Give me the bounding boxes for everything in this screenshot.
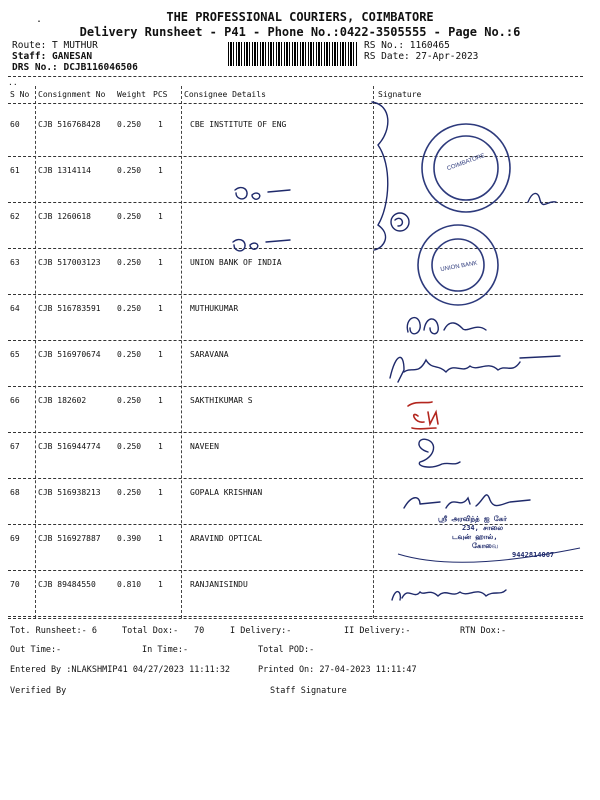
row-pcs: 1 (158, 488, 163, 497)
entered-by: Entered By :NLAKSHMIP41 04/27/2023 11:11:32 (10, 665, 231, 675)
row-sno: 63 (10, 258, 20, 267)
ii-delivery: II Delivery:- (344, 626, 411, 636)
row-weight: 0.250 (117, 258, 142, 267)
row-sno: 61 (10, 166, 20, 175)
row-consignment-no: CJB 1314114 (38, 166, 91, 175)
row-sno: 62 (10, 212, 20, 221)
shop-stamp-line: 9442814067 (512, 551, 555, 559)
row-weight: 0.250 (117, 212, 142, 221)
row-pcs: 1 (158, 166, 163, 175)
row-weight: 0.250 (117, 396, 142, 405)
header-dot: . (36, 14, 43, 25)
col-header-sno: S No (10, 90, 30, 99)
row-consignment-no: CJB 182602 (38, 396, 87, 405)
row-consignee: UNION BANK OF INDIA (190, 258, 282, 267)
rs-number: RS No.: 1160465 (364, 40, 450, 51)
rs-date: RS Date: 27-Apr-2023 (364, 51, 479, 62)
out-time: Out Time:- (10, 645, 62, 655)
company-title: THE PROFESSIONAL COURIERS, COIMBATORE (166, 10, 434, 24)
row-consignee: ARAVIND OPTICAL (190, 534, 263, 543)
row-pcs: 1 (158, 580, 163, 589)
route-label: Route: T MUTHUR (12, 40, 98, 51)
row-sno: 69 (10, 534, 20, 543)
row-consignee: RANJANISINDU (190, 580, 248, 589)
tick-marks: .. (8, 78, 18, 87)
row-sno: 60 (10, 120, 20, 129)
row-consignment-no: CJB 516970674 (38, 350, 101, 359)
row-consignee: SAKTHIKUMAR S (190, 396, 253, 405)
verified-by: Verified By (10, 686, 67, 696)
drs-number: DRS No.: DCJB116046506 (12, 62, 138, 73)
row-pcs: 1 (158, 304, 163, 313)
divider-footer (8, 618, 583, 619)
col-header-consignment: Consignment No (38, 90, 106, 99)
row-consignment-no: CJB 516783591 (38, 304, 101, 313)
svg-text:COIMBATORE: COIMBATORE (446, 153, 486, 173)
col-header-weight: Weight (117, 90, 146, 99)
i-delivery: I Delivery:- (230, 626, 292, 636)
row-sno: 68 (10, 488, 20, 497)
row-weight: 0.250 (117, 120, 142, 129)
total-dox-value: 70 (194, 626, 205, 636)
staff-label: Staff: GANESAN (12, 51, 93, 62)
shop-stamp-line: 234, சாலை (462, 524, 504, 532)
shop-stamp-line: டவுன் ஹால், (452, 533, 498, 541)
col-header-pcs: PCS (153, 90, 168, 99)
row-pcs: 1 (158, 258, 163, 267)
row-consignee: SARAVANA (190, 350, 229, 359)
row-weight: 0.250 (117, 304, 142, 313)
runsheet-subtitle: Delivery Runsheet - P41 - Phone No.:0422-3505555 - Page No.:6 (79, 25, 521, 39)
row-consignment-no: CJB 517003123 (38, 258, 101, 267)
svg-text:UNION BANK: UNION BANK (440, 260, 478, 274)
row-pcs: 1 (158, 534, 163, 543)
row-sno: 67 (10, 442, 20, 451)
row-weight: 0.810 (117, 580, 142, 589)
row-consignee: GOPALA KRISHNAN (190, 488, 263, 497)
row-consignment-no: CJB 516944774 (38, 442, 101, 451)
row-sno: 64 (10, 304, 20, 313)
total-dox-label: Total Dox:- (122, 626, 179, 636)
rtn-dox: RTN Dox:- (460, 626, 507, 636)
row-weight: 0.250 (117, 488, 142, 497)
in-time: In Time:- (142, 645, 189, 655)
row-sno: 65 (10, 350, 20, 359)
col-header-signature: Signature (378, 90, 422, 99)
row-consignee: CBE INSTITUTE OF ENG (190, 120, 287, 129)
row-consignment-no: CJB 516938213 (38, 488, 101, 497)
staff-signature: Staff Signature (270, 686, 347, 696)
total-pod: Total POD:- (258, 645, 315, 655)
col-header-consignee: Consignee Details (184, 90, 266, 99)
row-pcs: 1 (158, 120, 163, 129)
shop-stamp-line: கோவை (472, 542, 499, 550)
shop-stamp-line: ஸ்ரீ அரவிந்த் ஐ கேர் (438, 515, 507, 523)
row-weight: 0.250 (117, 350, 142, 359)
row-sno: 66 (10, 396, 20, 405)
row-consignee: MUTHUKUMAR (190, 304, 239, 313)
row-weight: 0.390 (117, 534, 142, 543)
row-consignment-no: CJB 1260618 (38, 212, 91, 221)
shop-stamp (432, 515, 554, 560)
tot-runsheet: Tot. Runsheet:- 6 (10, 626, 97, 636)
row-consignment-no: CJB 89484550 (38, 580, 96, 589)
printed-on: Printed On: 27-04-2023 11:11:47 (258, 665, 417, 675)
row-weight: 0.250 (117, 166, 142, 175)
row-consignment-no: CJB 516927887 (38, 534, 101, 543)
row-pcs: 1 (158, 442, 163, 451)
row-consignment-no: CJB 516768428 (38, 120, 101, 129)
row-weight: 0.250 (117, 442, 142, 451)
row-pcs: 1 (158, 396, 163, 405)
row-sno: 70 (10, 580, 20, 589)
row-pcs: 1 (158, 212, 163, 221)
row-consignee: NAVEEN (190, 442, 219, 451)
row-pcs: 1 (158, 350, 163, 359)
